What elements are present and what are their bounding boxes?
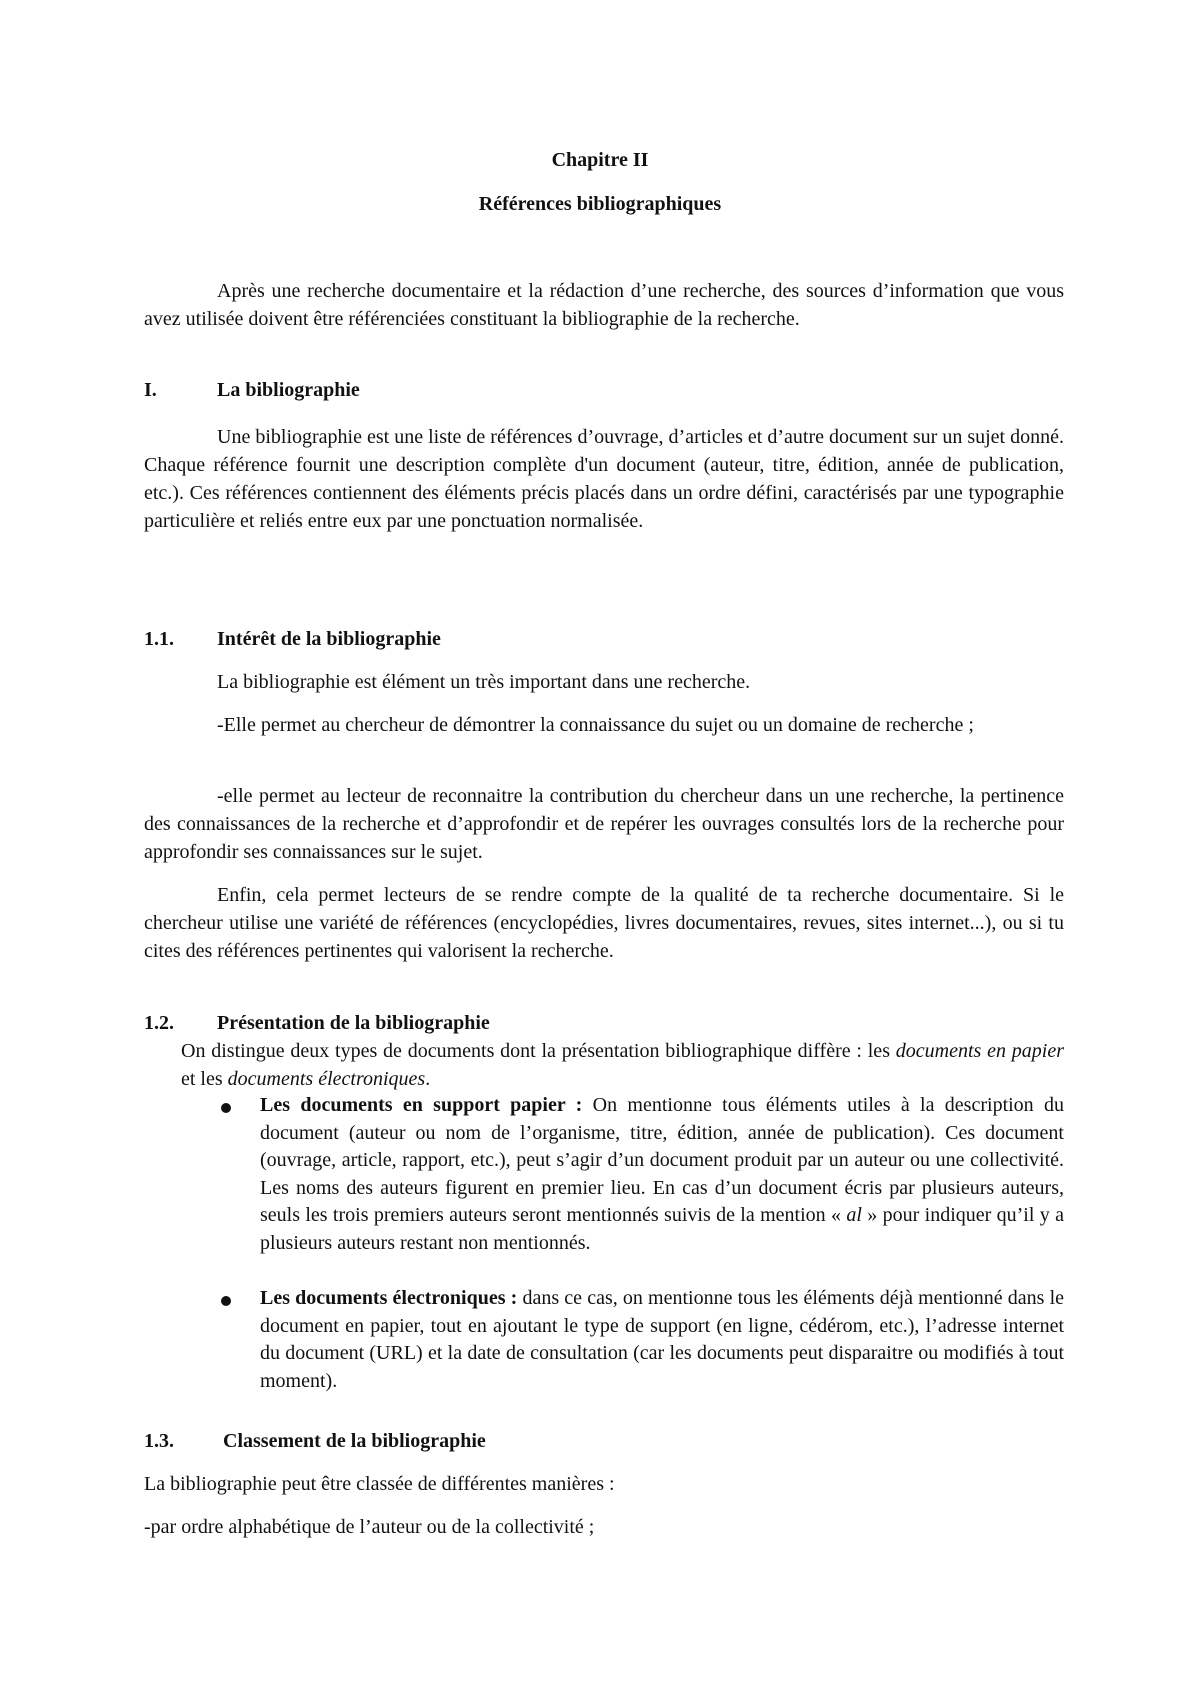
page-title: Références bibliographiques: [478, 193, 722, 215]
section-1-1-paragraph-1: La bibliographie est élément un très important dans une recherche.: [217, 671, 751, 693]
section-1-1-paragraph-3: -elle permet au lecteur de reconnaitre la contribution du chercheur dans un une recherche, la pertinence des connaissances de la recherche et d’approfondir et de repérer les ouvrages consultés lors de la recherche pour approfondir ses connaissances sur le sujet.: [144, 785, 1064, 863]
section-1-2-intro: [181, 1037, 1064, 1093]
bullet-electronic-documents: [260, 1285, 1064, 1395]
section-1-title: La bibliographie: [217, 379, 360, 401]
chapter-label: Chapitre II: [551, 149, 649, 171]
section-1-2-intro-a: On distingue deux types de documents dont la présentation bibliographique diffère : les: [181, 1040, 896, 1062]
section-1-1-heading: [144, 625, 441, 653]
section-1-1-title: Intérêt de la bibliographie: [217, 628, 441, 650]
section-1-2-intro-em-1: documents en papier: [895, 1040, 1064, 1062]
bullet-paper-documents: [260, 1092, 1064, 1257]
intro-paragraph: Après une recherche documentaire et la rédaction d’une recherche, des sources d’information que vous avez utilisée doivent être référenciées constituant la bibliographie de la recherche.: [144, 280, 1064, 330]
section-1-1-paragraph-4: Enfin, cela permet lecteurs de se rendre compte de la qualité de ta recherche documentaire. Si le chercheur utilise une variété de références (encyclopédies, livres documentaires, revues, sites internet...), ou si tu cites des références pertinentes qui valorisent la recherche.: [144, 884, 1064, 962]
bullet-1-emphasis: al: [846, 1204, 862, 1226]
section-1-3-title: Classement de la bibliographie: [223, 1430, 486, 1452]
section-1-2-number: 1.2.: [144, 1012, 174, 1034]
bullet-1-text-b: » pour indiquer qu’il y a plusieurs auteurs restant non mentionnés.: [260, 1204, 1064, 1254]
bullet-1-label: Les documents en support papier :: [260, 1094, 583, 1116]
section-1-2-title: Présentation de la bibliographie: [217, 1012, 490, 1034]
section-1-heading: [144, 376, 360, 404]
section-1-3-number: 1.3.: [144, 1430, 174, 1452]
section-1-2-heading: [144, 1009, 490, 1037]
section-1-paragraph: Une bibliographie est une liste de références d’ouvrage, d’articles et d’autre document sur un sujet donné. Chaque référence fournit une description complète d'un document (auteur, titre, édition, année de publication, etc.). Ces références contiennent des éléments précis placés dans un ordre défini, caractérisés par une typographie particulière et reliés entre eux par une ponctuation normalisée.: [144, 426, 1064, 532]
section-1-3-paragraph-2: -par ordre alphabétique de l’auteur ou de la collectivité ;: [144, 1516, 595, 1538]
section-1-2-intro-b: et les: [181, 1068, 228, 1090]
section-1-2-intro-c: .: [425, 1068, 431, 1090]
bullet-2-label: Les documents électroniques :: [260, 1287, 518, 1309]
section-1-1-paragraph-2: -Elle permet au chercheur de démontrer la connaissance du sujet ou un domaine de recherche ;: [217, 714, 974, 736]
section-1-3-heading: [144, 1427, 486, 1455]
bullet-icon: [221, 1103, 231, 1113]
section-1-2-intro-em-2: documents électroniques: [227, 1068, 426, 1090]
bullet-icon: [221, 1296, 231, 1306]
bullet-2-text: dans ce cas, on mentionne tous les éléments déjà mentionné dans le document en papier, tout en ajoutant le type de support (en ligne, cédérom, etc.), l’adresse internet du document (URL) et la date de consultation (car les documents peut disparaitre ou modifiés à tout moment).: [260, 1287, 1065, 1392]
section-1-3-paragraph-1: La bibliographie peut être classée de différentes manières :: [144, 1473, 615, 1495]
section-1-number: I.: [144, 379, 157, 401]
bullet-1-text-a: On mentionne tous éléments utiles à la description du document (auteur ou nom de l’organisme, titre, édition, année de publication). Ces document (ouvrage, article, rapport, etc.), peut s’agir d’un document produit par un auteur ou une collectivité. Les noms des auteurs figurent en premier lieu. En cas d’un document écris par plusieurs auteurs, seuls les trois premiers auteurs seront mentionnés suivis de la mention «: [260, 1094, 1064, 1226]
section-1-1-number: 1.1.: [144, 628, 174, 650]
